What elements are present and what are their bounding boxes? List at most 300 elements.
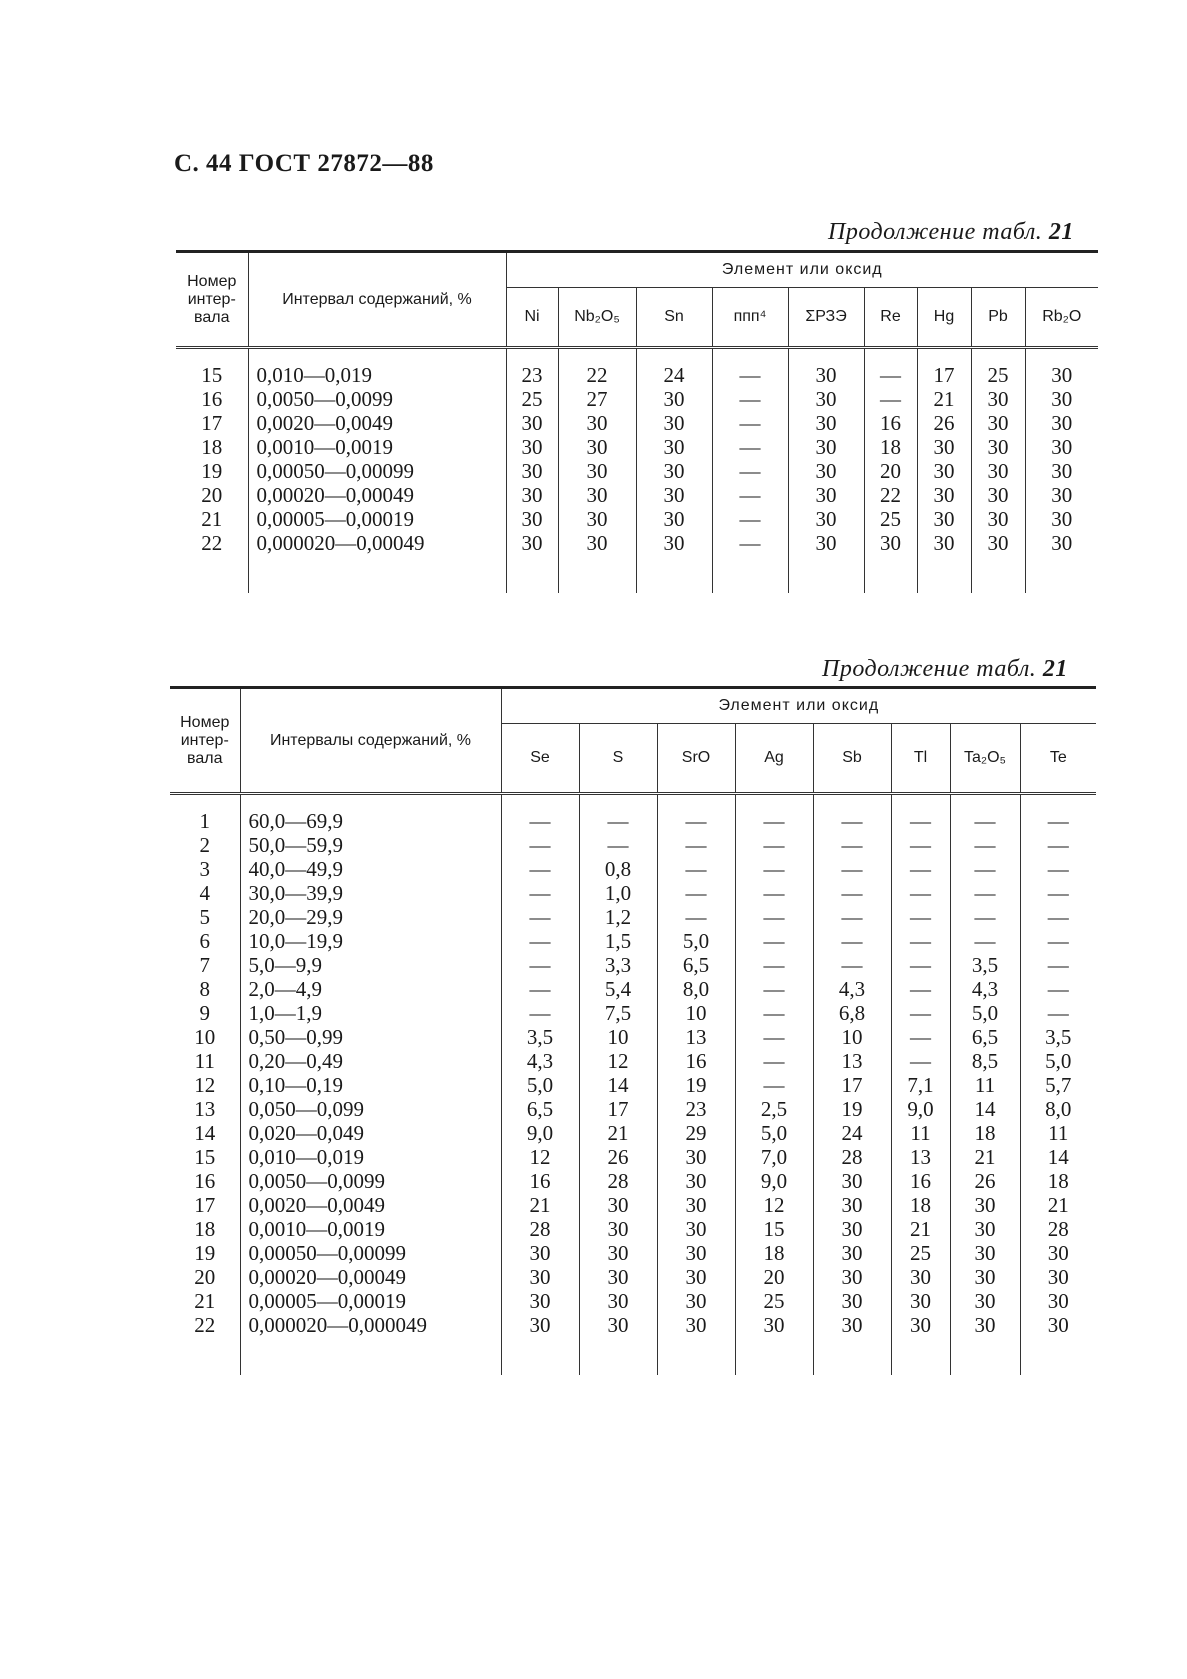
value-cell: —	[735, 905, 813, 929]
row-number: 14	[194, 1121, 216, 1145]
value-cell: —	[813, 809, 891, 833]
value-cell: 10	[657, 1001, 735, 1025]
table-row	[176, 387, 1098, 411]
value-cell: 30	[950, 1265, 1020, 1289]
value-cell: 18	[950, 1121, 1020, 1145]
table-row	[176, 531, 1098, 555]
element-header-8: Pb	[971, 288, 1025, 348]
value-cell: 30	[788, 531, 864, 555]
table-row	[170, 809, 1096, 833]
table2-group-header: Элемент или оксид	[501, 688, 1096, 724]
value-cell: —	[712, 507, 788, 531]
table1-interval-header: Интервал содержаний, %	[248, 252, 506, 348]
value-cell: 5,0	[1020, 1049, 1096, 1073]
value-cell: 30	[813, 1217, 891, 1241]
value-cell: 10	[579, 1025, 657, 1049]
value-cell: 7,1	[891, 1073, 950, 1097]
table-row	[170, 1097, 1096, 1121]
value-cell: —	[735, 833, 813, 857]
value-cell: —	[735, 929, 813, 953]
value-cell: —	[891, 833, 950, 857]
value-cell: —	[712, 483, 788, 507]
value-cell: —	[501, 905, 579, 929]
value-cell: 11	[1020, 1121, 1096, 1145]
value-cell: —	[950, 809, 1020, 833]
value-cell: —	[735, 1049, 813, 1073]
value-cell: 22	[864, 483, 917, 507]
value-cell: 13	[813, 1049, 891, 1073]
value-cell: 14	[579, 1073, 657, 1097]
value-cell: —	[501, 833, 579, 857]
value-cell: —	[950, 905, 1020, 929]
value-cell: —	[813, 881, 891, 905]
value-cell: 7,5	[579, 1001, 657, 1025]
value-cell: —	[501, 929, 579, 953]
value-cell: 6,5	[950, 1025, 1020, 1049]
table1-caption	[828, 219, 1074, 246]
value-cell: —	[501, 953, 579, 977]
interval-cell: 0,10—0,19	[240, 1073, 501, 1097]
value-cell: —	[735, 809, 813, 833]
value-cell: 30	[657, 1193, 735, 1217]
table-row	[176, 435, 1098, 459]
value-cell: 4,3	[950, 977, 1020, 1001]
row-number: 21	[194, 1289, 216, 1313]
value-cell: —	[735, 1073, 813, 1097]
value-cell: 30	[579, 1265, 657, 1289]
value-cell: —	[712, 531, 788, 555]
value-cell: 3,3	[579, 953, 657, 977]
value-cell: —	[501, 881, 579, 905]
value-cell: 3,5	[1020, 1025, 1096, 1049]
table-row	[170, 1049, 1096, 1073]
value-cell: 30	[971, 507, 1025, 531]
value-cell: —	[579, 809, 657, 833]
row-number: 15	[201, 363, 223, 387]
value-cell: —	[735, 953, 813, 977]
value-cell: —	[657, 857, 735, 881]
value-cell: 30	[506, 411, 558, 435]
row-number: 20	[194, 1265, 216, 1289]
value-cell: —	[1020, 905, 1096, 929]
value-cell: —	[657, 833, 735, 857]
value-cell: 28	[579, 1169, 657, 1193]
table-row	[170, 1313, 1096, 1337]
value-cell: 3,5	[501, 1025, 579, 1049]
value-cell: 5,0	[657, 929, 735, 953]
value-cell: 30	[636, 411, 712, 435]
value-cell: 30	[917, 459, 971, 483]
row-number: 3	[199, 857, 210, 881]
value-cell: 7,0	[735, 1145, 813, 1169]
table-row	[170, 857, 1096, 881]
value-cell: —	[891, 809, 950, 833]
table2-interval-header: Интервалы содержаний, %	[240, 688, 501, 794]
value-cell: 30	[1020, 1289, 1096, 1313]
element-header-5: Sb	[813, 724, 891, 794]
value-cell: —	[891, 953, 950, 977]
table-row	[170, 905, 1096, 929]
element-header-3: SrO	[657, 724, 735, 794]
value-cell: —	[735, 1001, 813, 1025]
row-number: 21	[201, 507, 223, 531]
value-cell: 24	[813, 1121, 891, 1145]
interval-cell: 0,00050—0,00099	[240, 1241, 501, 1265]
value-cell: 30	[891, 1265, 950, 1289]
interval-cell: 60,0—69,9	[240, 809, 501, 833]
value-cell: 22	[558, 363, 636, 387]
element-header-3: Sn	[636, 288, 712, 348]
row-number: 7	[199, 953, 210, 977]
page-header: С. 44 ГОСТ 27872—88	[174, 150, 434, 177]
value-cell: —	[864, 387, 917, 411]
interval-cell: 0,00050—0,00099	[248, 459, 506, 483]
value-cell: 30	[788, 483, 864, 507]
value-cell: 30	[788, 459, 864, 483]
value-cell: —	[813, 953, 891, 977]
value-cell: 30	[657, 1265, 735, 1289]
interval-cell: 0,50—0,99	[240, 1025, 501, 1049]
value-cell: —	[501, 809, 579, 833]
value-cell: 30	[813, 1289, 891, 1313]
value-cell: 30	[813, 1265, 891, 1289]
value-cell: 9,0	[891, 1097, 950, 1121]
value-cell: 30	[1025, 387, 1098, 411]
interval-cell: 0,00020—0,00049	[248, 483, 506, 507]
value-cell: —	[735, 1025, 813, 1049]
table2-number-header: Номер интер-вала	[170, 688, 240, 794]
value-cell: —	[657, 881, 735, 905]
value-cell: —	[813, 905, 891, 929]
value-cell: 26	[950, 1169, 1020, 1193]
value-cell: —	[1020, 977, 1096, 1001]
value-cell: 30	[636, 531, 712, 555]
value-cell: 16	[501, 1169, 579, 1193]
value-cell: 30	[579, 1289, 657, 1313]
value-cell: 30	[558, 411, 636, 435]
table1	[176, 250, 1098, 593]
value-cell: 30	[579, 1217, 657, 1241]
value-cell: 28	[813, 1145, 891, 1169]
value-cell: 30	[971, 387, 1025, 411]
value-cell: 30	[579, 1313, 657, 1337]
interval-cell: 0,0010—0,0019	[240, 1217, 501, 1241]
value-cell: 11	[950, 1073, 1020, 1097]
value-cell: 6,8	[813, 1001, 891, 1025]
element-header-2: Nb₂O₅	[558, 288, 636, 348]
value-cell: 23	[657, 1097, 735, 1121]
element-header-5: ΣРЗЭ	[788, 288, 864, 348]
table-row	[170, 1025, 1096, 1049]
value-cell: —	[1020, 857, 1096, 881]
value-cell: 12	[735, 1193, 813, 1217]
value-cell: —	[1020, 809, 1096, 833]
value-cell: 5,0	[735, 1121, 813, 1145]
interval-cell: 0,000020—0,00049	[248, 531, 506, 555]
value-cell: —	[712, 411, 788, 435]
value-cell: 30	[917, 435, 971, 459]
value-cell: —	[712, 459, 788, 483]
row-number: 2	[199, 833, 210, 857]
value-cell: 30	[1025, 483, 1098, 507]
value-cell: —	[813, 929, 891, 953]
row-number: 8	[199, 977, 210, 1001]
value-cell: —	[735, 857, 813, 881]
value-cell: 1,2	[579, 905, 657, 929]
value-cell: 30	[971, 459, 1025, 483]
table-row	[170, 1289, 1096, 1313]
value-cell: 30	[788, 435, 864, 459]
value-cell: 28	[501, 1217, 579, 1241]
value-cell: 13	[657, 1025, 735, 1049]
row-number: 22	[194, 1313, 216, 1337]
value-cell: 30	[501, 1289, 579, 1313]
value-cell: 5,0	[950, 1001, 1020, 1025]
table2-caption-text: Продолжение табл.	[822, 656, 1037, 682]
value-cell: 30	[501, 1313, 579, 1337]
table2-caption-number: 21	[1042, 656, 1068, 682]
interval-cell: 0,00020—0,00049	[240, 1265, 501, 1289]
value-cell: —	[657, 809, 735, 833]
value-cell: 30	[971, 435, 1025, 459]
interval-cell: 0,000020—0,000049	[240, 1313, 501, 1337]
value-cell: —	[891, 1049, 950, 1073]
interval-cell: 30,0—39,9	[240, 881, 501, 905]
table-row	[176, 459, 1098, 483]
value-cell: 30	[636, 387, 712, 411]
value-cell: 30	[636, 435, 712, 459]
value-cell: 30	[558, 507, 636, 531]
value-cell: 19	[813, 1097, 891, 1121]
value-cell: 25	[506, 387, 558, 411]
value-cell: 30	[735, 1313, 813, 1337]
value-cell: 30	[971, 531, 1025, 555]
value-cell: 30	[1020, 1265, 1096, 1289]
value-cell: 30	[657, 1313, 735, 1337]
value-cell: 5,4	[579, 977, 657, 1001]
interval-cell: 0,0010—0,0019	[248, 435, 506, 459]
row-number: 16	[194, 1169, 216, 1193]
value-cell: —	[813, 833, 891, 857]
value-cell: 30	[971, 411, 1025, 435]
value-cell: 18	[864, 435, 917, 459]
value-cell: 21	[501, 1193, 579, 1217]
value-cell: 30	[579, 1241, 657, 1265]
table-row	[170, 1073, 1096, 1097]
row-number: 12	[194, 1073, 216, 1097]
value-cell: 24	[636, 363, 712, 387]
value-cell: —	[950, 881, 1020, 905]
table-row	[176, 483, 1098, 507]
interval-cell: 40,0—49,9	[240, 857, 501, 881]
interval-cell: 0,0050—0,0099	[248, 387, 506, 411]
table-row	[170, 833, 1096, 857]
table-row	[170, 1145, 1096, 1169]
value-cell: 30	[636, 483, 712, 507]
value-cell: 30	[579, 1193, 657, 1217]
row-number: 1	[199, 809, 210, 833]
value-cell: 8,0	[1020, 1097, 1096, 1121]
value-cell: 30	[788, 507, 864, 531]
value-cell: —	[712, 387, 788, 411]
element-header-7: Ta₂O₅	[950, 724, 1020, 794]
row-number: 11	[194, 1049, 215, 1073]
value-cell: 30	[813, 1241, 891, 1265]
table-row	[170, 1169, 1096, 1193]
row-number: 6	[199, 929, 210, 953]
value-cell: 26	[579, 1145, 657, 1169]
interval-cell: 1,0—1,9	[240, 1001, 501, 1025]
value-cell: 13	[891, 1145, 950, 1169]
table-row	[170, 1265, 1096, 1289]
value-cell: 30	[891, 1289, 950, 1313]
row-number: 10	[194, 1025, 216, 1049]
value-cell: —	[950, 833, 1020, 857]
value-cell: 12	[501, 1145, 579, 1169]
value-cell: —	[891, 1001, 950, 1025]
interval-cell: 5,0—9,9	[240, 953, 501, 977]
value-cell: —	[712, 363, 788, 387]
value-cell: 21	[579, 1121, 657, 1145]
value-cell: —	[579, 833, 657, 857]
value-cell: —	[657, 905, 735, 929]
value-cell: 4,3	[501, 1049, 579, 1073]
value-cell: 21	[917, 387, 971, 411]
interval-cell: 0,0020—0,0049	[248, 411, 506, 435]
value-cell: 30	[657, 1217, 735, 1241]
value-cell: 1,5	[579, 929, 657, 953]
table-row	[170, 1193, 1096, 1217]
value-cell: 30	[1025, 459, 1098, 483]
value-cell: —	[1020, 929, 1096, 953]
interval-cell: 0,020—0,049	[240, 1121, 501, 1145]
value-cell: 30	[950, 1289, 1020, 1313]
value-cell: 5,7	[1020, 1073, 1096, 1097]
value-cell: 25	[971, 363, 1025, 387]
value-cell: 17	[813, 1073, 891, 1097]
value-cell: 27	[558, 387, 636, 411]
element-header-4: Ag	[735, 724, 813, 794]
element-header-7: Hg	[917, 288, 971, 348]
interval-cell: 0,00005—0,00019	[240, 1289, 501, 1313]
table-row	[170, 1001, 1096, 1025]
table2	[170, 686, 1096, 1375]
value-cell: 9,0	[501, 1121, 579, 1145]
value-cell: —	[864, 363, 917, 387]
value-cell: 30	[636, 507, 712, 531]
value-cell: 30	[813, 1169, 891, 1193]
row-number: 17	[201, 411, 223, 435]
value-cell: 30	[657, 1241, 735, 1265]
table1-group-header: Элемент или оксид	[506, 252, 1098, 288]
table-row	[170, 1241, 1096, 1265]
value-cell: 30	[950, 1313, 1020, 1337]
value-cell: 8,0	[657, 977, 735, 1001]
value-cell: 30	[506, 531, 558, 555]
row-number: 18	[201, 435, 223, 459]
table-row	[176, 363, 1098, 387]
element-header-2: S	[579, 724, 657, 794]
value-cell: 30	[1025, 435, 1098, 459]
value-cell: 16	[891, 1169, 950, 1193]
table-row	[170, 977, 1096, 1001]
row-number: 13	[194, 1097, 216, 1121]
value-cell: 30	[1025, 531, 1098, 555]
interval-cell: 0,20—0,49	[240, 1049, 501, 1073]
value-cell: 4,3	[813, 977, 891, 1001]
interval-cell: 0,010—0,019	[240, 1145, 501, 1169]
value-cell: 28	[1020, 1217, 1096, 1241]
value-cell: —	[891, 881, 950, 905]
value-cell: 17	[917, 363, 971, 387]
table-row	[170, 1217, 1096, 1241]
table-row	[176, 507, 1098, 531]
value-cell: 30	[506, 459, 558, 483]
value-cell: 16	[864, 411, 917, 435]
value-cell: 30	[558, 483, 636, 507]
row-number: 17	[194, 1193, 216, 1217]
row-number: 22	[201, 531, 223, 555]
table-row	[170, 881, 1096, 905]
table1-caption-number: 21	[1048, 219, 1074, 245]
value-cell: 14	[950, 1097, 1020, 1121]
value-cell: 17	[579, 1097, 657, 1121]
row-number: 9	[199, 1001, 210, 1025]
table-row	[170, 953, 1096, 977]
value-cell: 30	[501, 1265, 579, 1289]
row-number: 19	[201, 459, 223, 483]
value-cell: 6,5	[657, 953, 735, 977]
value-cell: —	[950, 857, 1020, 881]
value-cell: 20	[864, 459, 917, 483]
value-cell: —	[501, 977, 579, 1001]
element-header-1: Se	[501, 724, 579, 794]
value-cell: 30	[558, 459, 636, 483]
interval-cell: 0,050—0,099	[240, 1097, 501, 1121]
interval-cell: 2,0—4,9	[240, 977, 501, 1001]
value-cell: 30	[971, 483, 1025, 507]
table-row	[170, 1121, 1096, 1145]
value-cell: 30	[1025, 411, 1098, 435]
interval-cell: 0,0050—0,0099	[240, 1169, 501, 1193]
value-cell: 21	[1020, 1193, 1096, 1217]
row-number: 20	[201, 483, 223, 507]
value-cell: 30	[917, 483, 971, 507]
value-cell: 30	[917, 531, 971, 555]
table1-number-header: Номер интер-вала	[176, 252, 248, 348]
value-cell: —	[950, 929, 1020, 953]
row-number: 5	[199, 905, 210, 929]
value-cell: 5,0	[501, 1073, 579, 1097]
value-cell: 30	[506, 435, 558, 459]
value-cell: 30	[636, 459, 712, 483]
interval-cell: 0,010—0,019	[248, 363, 506, 387]
value-cell: —	[813, 857, 891, 881]
value-cell: 16	[657, 1049, 735, 1073]
value-cell: 30	[813, 1313, 891, 1337]
value-cell: —	[1020, 1001, 1096, 1025]
value-cell: 30	[506, 507, 558, 531]
value-cell: 25	[864, 507, 917, 531]
value-cell: 6,5	[501, 1097, 579, 1121]
value-cell: 3,5	[950, 953, 1020, 977]
table2-caption	[822, 656, 1068, 683]
value-cell: —	[891, 977, 950, 1001]
value-cell: 0,8	[579, 857, 657, 881]
value-cell: 30	[657, 1145, 735, 1169]
value-cell: 30	[864, 531, 917, 555]
value-cell: 30	[950, 1241, 1020, 1265]
